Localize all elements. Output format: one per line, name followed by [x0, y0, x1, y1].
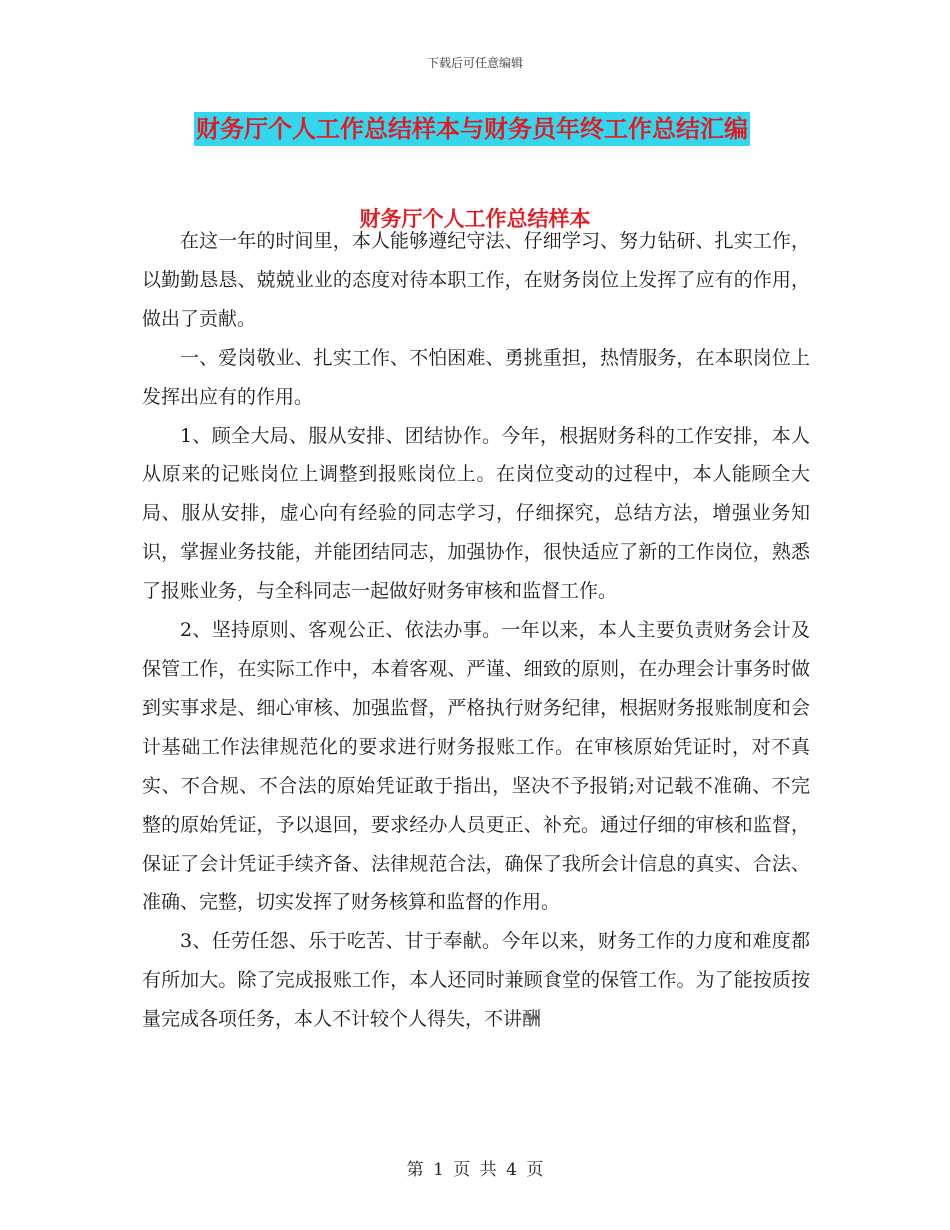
- paragraph-item-3: 3、任劳任怨、乐于吃苦、甘于奉献。今年以来，财务工作的力度和难度都有所加大。除了完成报账工作，本人还同时兼顾食堂的保管工作。为了能按质按量完成各项任务，本人不计较个人得失，不讲酬: [142, 930, 810, 1031]
- paragraph-intro: 在这一年的时间里，本人能够遵纪守法、仔细学习、努力钻研、扎实工作，以勤勤恳恳、兢兢业业的态度对待本职工作，在财务岗位上发挥了应有的作用，做出了贡献。: [142, 230, 810, 330]
- paragraph-item-1: 1、顾全大局、服从安排、团结协作。今年，根据财务科的工作安排，本人从原来的记账岗位上调整到报账岗位上。在岗位变动的过程中，本人能顾全大局、服从安排，虚心向有经验的同志学习，仔细探究，总结方法，增强业务知识，掌握业务技能，并能团结同志，加强协作，很快适应了新的工作岗位，熟悉了报账业务，与全科同志一起做好财务审核和监督工作。: [142, 424, 810, 603]
- document-body: [142, 222, 810, 1039]
- paragraph-heading-one: 一、爱岗敬业、扎实工作、不怕困难、勇挑重担，热情服务，在本职岗位上发挥出应有的作用。: [142, 346, 810, 408]
- section-title: 财务厅个人工作总结样本: [359, 207, 591, 231]
- document-title: 财务厅个人工作总结样本与财务员年终工作总结汇编: [194, 112, 750, 146]
- paragraph-item-2: 2、坚持原则、客观公正、依法办事。一年以来，本人主要负责财务会计及保管工作，在实际工作中，本着客观、严谨、细致的原则，在办理会计事务时做到实事求是、细心审核、加强监督，严格执行财务纪律，根据财务报账制度和会计基础工作法律规范化的要求进行财务报账工作。在审核原始凭证时，对不真实、不合规、不合法的原始凭证敢于指出，坚决不予报销;对记载不准确、不完整的原始凭证，予以退回，要求经办人员更正、补充。通过仔细的审核和监督，保证了会计凭证手续齐备、法律规范合法，确保了我所会计信息的真实、合法、准确、完整，切实发挥了财务核算和监督的作用。: [142, 619, 810, 914]
- page-footer: 第 1 页 共 4 页: [406, 1160, 544, 1180]
- header-note: 下载后可任意编辑: [426, 56, 523, 70]
